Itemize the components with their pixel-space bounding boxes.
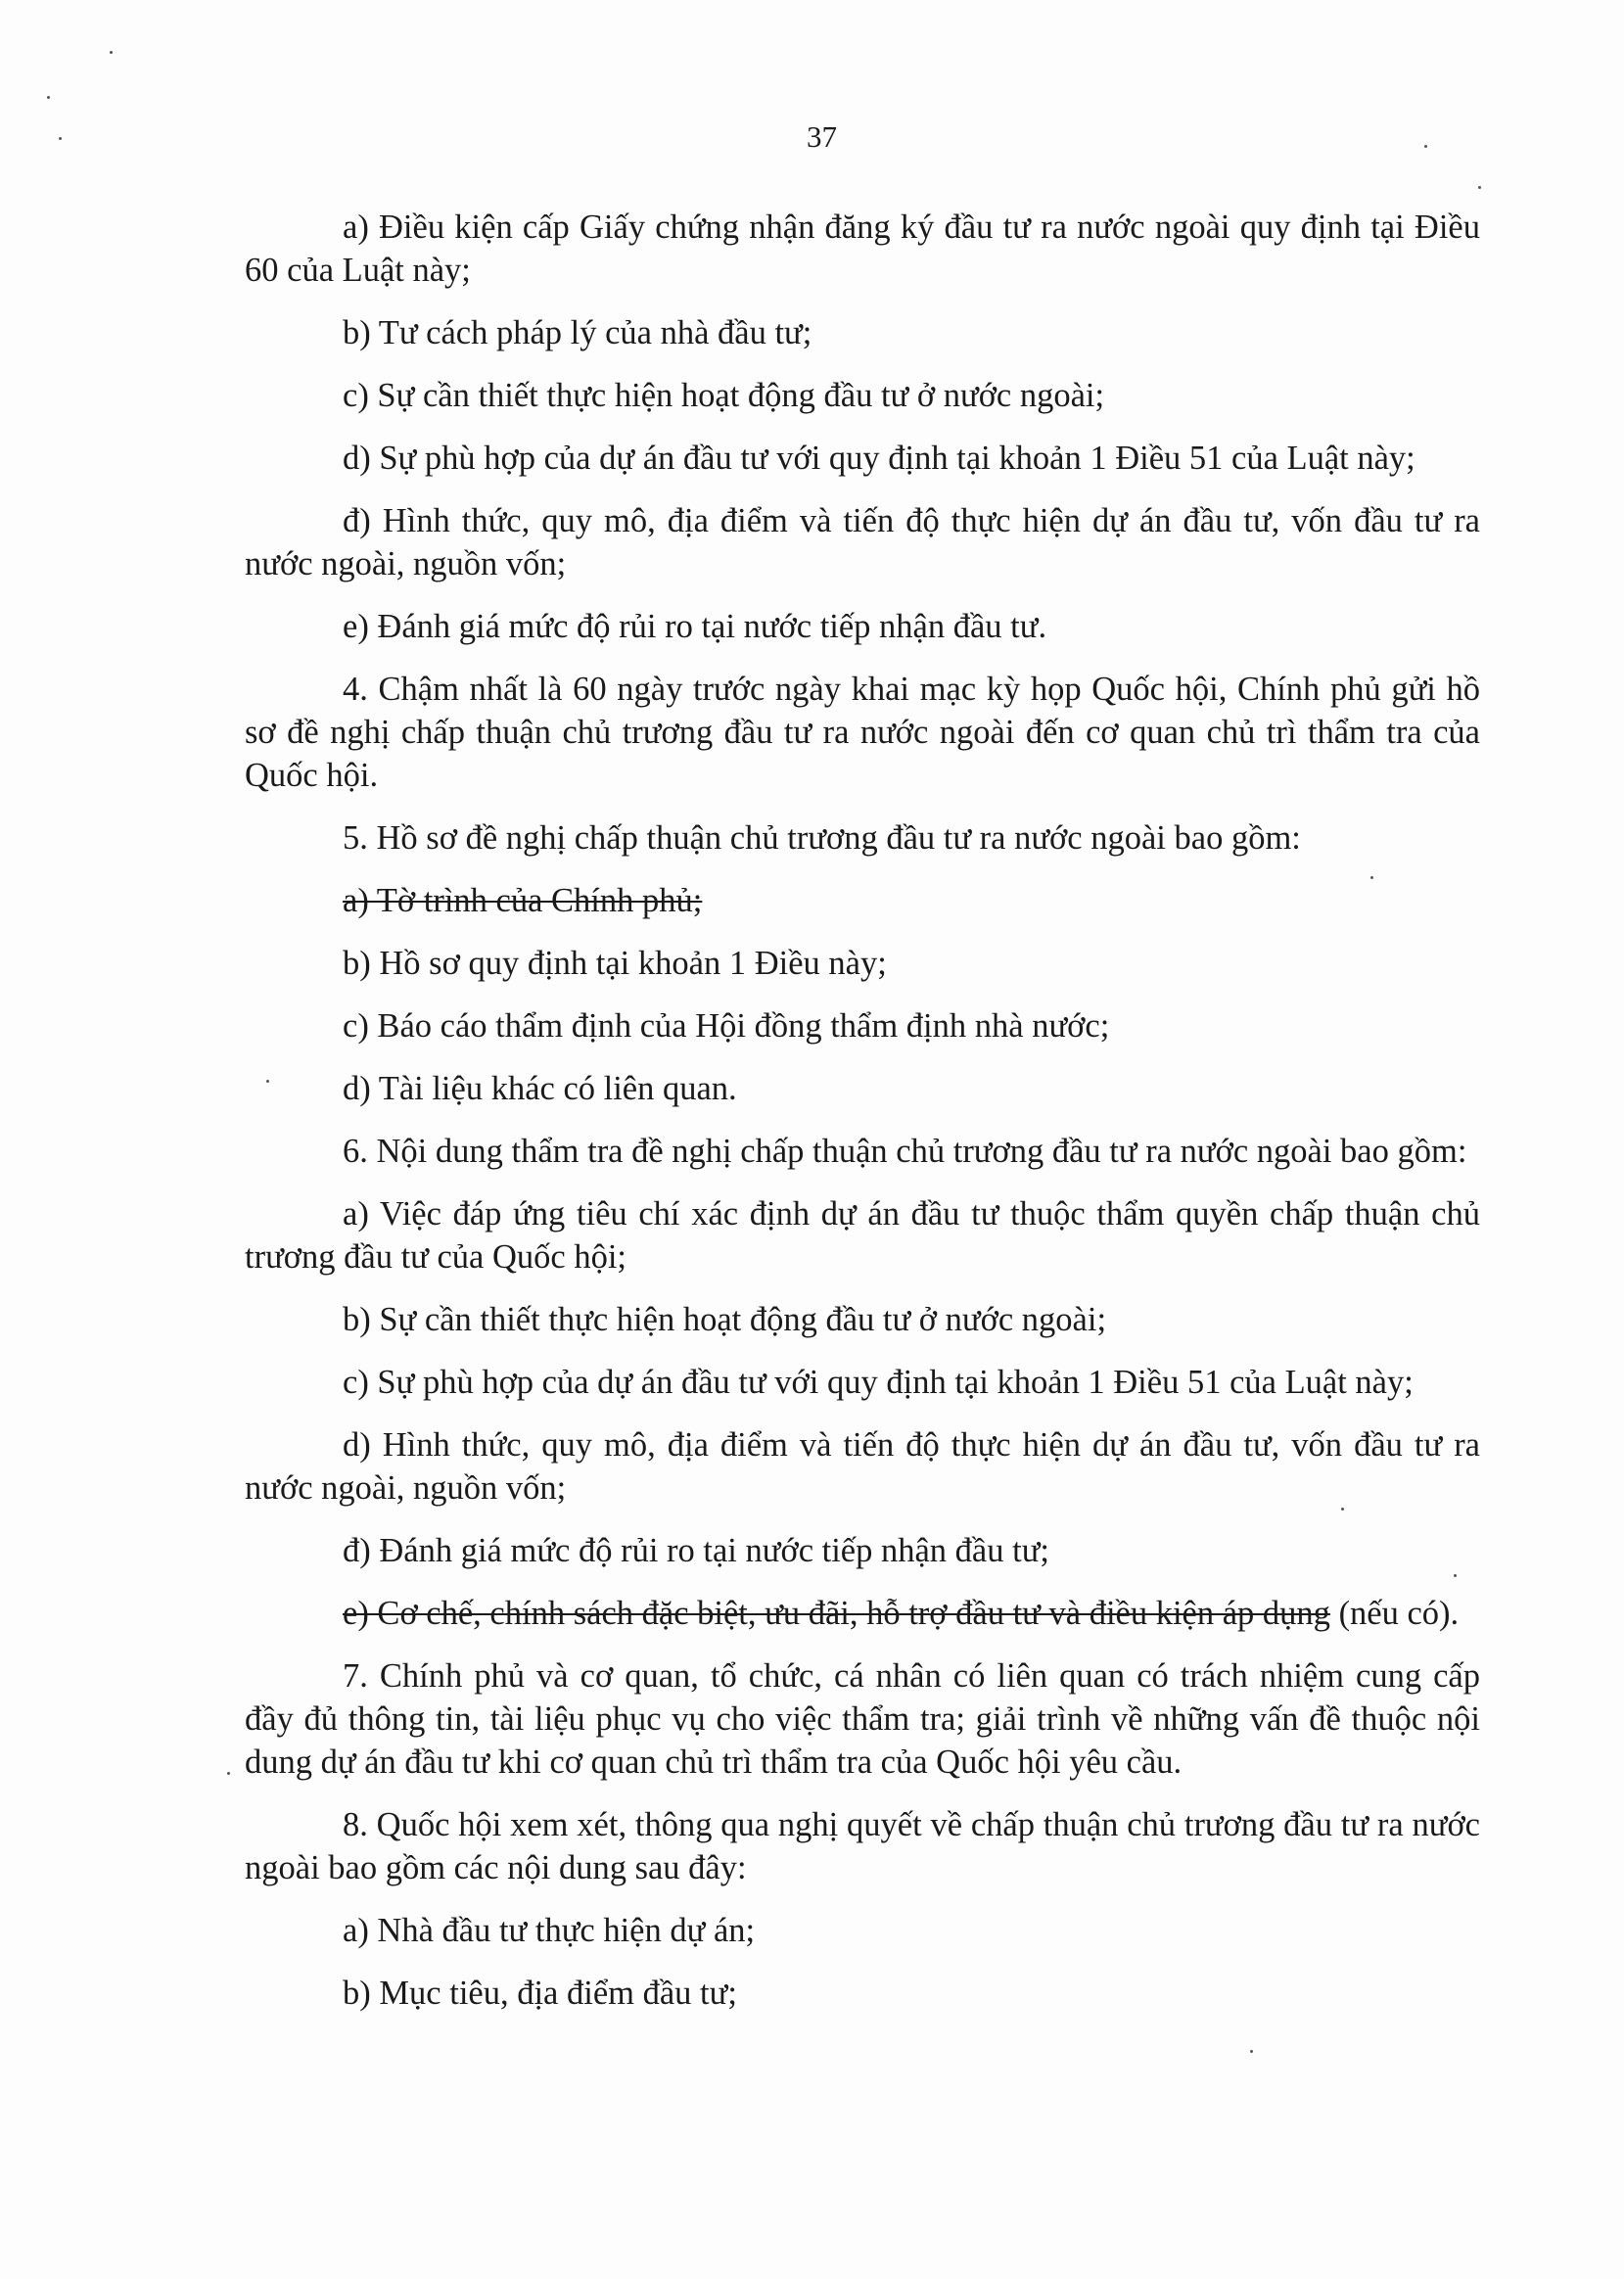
- scan-speck: [266, 1080, 269, 1083]
- scan-speck: [1478, 186, 1481, 189]
- paragraph: d) Tài liệu khác có liên quan.: [343, 1070, 737, 1107]
- paragraph: 6. Nội dung thẩm tra đề nghị chấp thuận chủ trương đầu tư ra nước ngoài bao gồm:: [343, 1133, 1467, 1170]
- document-body: [245, 206, 1480, 2034]
- paragraph: a) Điều kiện cấp Giấy chứng nhận đăng ký đầu tư ra nước ngoài quy định tại Điều 60 của Luật này;: [245, 209, 1480, 289]
- paragraph: c) Báo cáo thẩm định của Hội đồng thẩm định nhà nước;: [343, 1007, 1110, 1045]
- scan-speck: [47, 96, 50, 99]
- paragraph: b) Mục tiêu, địa điểm đầu tư;: [343, 1975, 737, 2012]
- paragraph: a) Nhà đầu tư thực hiện dự án;: [343, 1912, 756, 1949]
- paragraph: a) Việc đáp ứng tiêu chí xác định dự án đầu tư thuộc thẩm quyền chấp thuận chủ trương đầu tư của Quốc hội;: [245, 1195, 1480, 1276]
- scan-speck: [1424, 145, 1427, 148]
- scan-speck: [1250, 2050, 1253, 2053]
- paragraph: c) Sự cần thiết thực hiện hoạt động đầu tư ở nước ngoài;: [343, 377, 1105, 414]
- paragraph-struck: [245, 879, 1480, 922]
- paragraph: đ) Đánh giá mức độ rủi ro tại nước tiếp nhận đầu tư;: [343, 1532, 1049, 1569]
- paragraph: d) Sự phù hợp của dự án đầu tư với quy định tại khoản 1 Điều 51 của Luật này;: [343, 440, 1415, 477]
- scan-speck: [227, 1772, 230, 1775]
- paragraph-struck: [245, 1592, 1480, 1635]
- paragraph: c) Sự phù hợp của dự án đầu tư với quy định tại khoản 1 Điều 51 của Luật này;: [343, 1364, 1414, 1401]
- scan-speck: [1454, 1574, 1457, 1577]
- paragraph: e) Đánh giá mức độ rủi ro tại nước tiếp nhận đầu tư.: [343, 608, 1047, 645]
- scan-speck: [1370, 876, 1373, 879]
- page-number: 37: [807, 119, 837, 154]
- struck-text: a) Tờ trình của Chính phủ;: [343, 882, 703, 919]
- paragraph: b) Sự cần thiết thực hiện hoạt động đầu tư ở nước ngoài;: [343, 1301, 1107, 1338]
- scan-speck: [1341, 1508, 1344, 1511]
- scan-speck: [110, 51, 113, 54]
- paragraph-tail: (nếu có).: [1329, 1595, 1460, 1632]
- paragraph: 5. Hồ sơ đề nghị chấp thuận chủ trương đầu tư ra nước ngoài bao gồm:: [343, 819, 1301, 857]
- paragraph: d) Hình thức, quy mô, địa điểm và tiến độ thực hiện dự án đầu tư, vốn đầu tư ra nước ngoài, nguồn vốn;: [245, 1426, 1480, 1507]
- paragraph: b) Tư cách pháp lý của nhà đầu tư;: [343, 314, 812, 351]
- struck-text: e) Cơ chế, chính sách đặc biệt, ưu đãi, hỗ trợ đầu tư và điều kiện áp dụng: [343, 1595, 1330, 1632]
- paragraph: 4. Chậm nhất là 60 ngày trước ngày khai mạc kỳ họp Quốc hội, Chính phủ gửi hồ sơ đề nghị chấp thuận chủ trương đầu tư ra nước ngoài đến cơ quan chủ trì thẩm tra của Quốc hội.: [245, 671, 1480, 794]
- paragraph: b) Hồ sơ quy định tại khoản 1 Điều này;: [343, 945, 887, 982]
- paragraph: đ) Hình thức, quy mô, địa điểm và tiến độ thực hiện dự án đầu tư, vốn đầu tư ra nước ngoài, nguồn vốn;: [245, 502, 1480, 582]
- scan-speck: [59, 137, 62, 140]
- paragraph: 8. Quốc hội xem xét, thông qua nghị quyết về chấp thuận chủ trương đầu tư ra nước ngoài bao gồm các nội dung sau đây:: [245, 1806, 1480, 1886]
- paragraph: 7. Chính phủ và cơ quan, tổ chức, cá nhân có liên quan có trách nhiệm cung cấp đầy đủ thông tin, tài liệu phục vụ cho việc thẩm tra; giải trình về những vấn đề thuộc nội dung dự án đầu tư khi cơ quan chủ trì thẩm tra của Quốc hội yêu cầu.: [245, 1657, 1480, 1781]
